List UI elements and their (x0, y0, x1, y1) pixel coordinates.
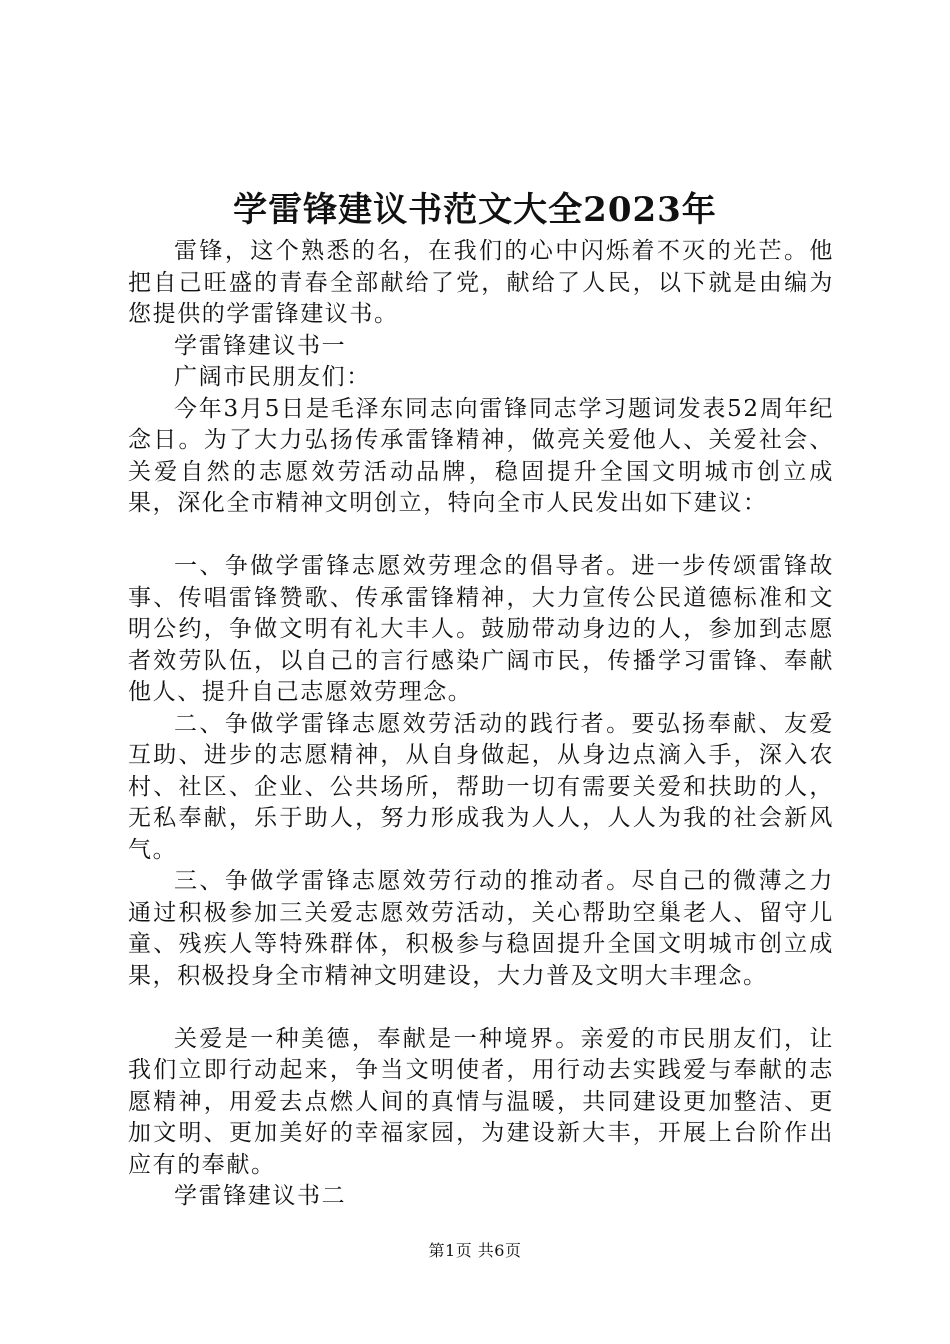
paragraph-proposal-three: 三、争做学雷锋志愿效劳行动的推动者。尽自己的微薄之力通过积极参加三关爱志愿效劳活动，关心帮助空巢老人、留守儿童、残疾人等特殊群体，积极参与稳固提升全国文明城市创立成果，积极投身全市精神文明建设，大力普及文明大丰理念。 (128, 868, 834, 989)
document-title: 学雷锋建议书范文大全2023年 (233, 190, 717, 230)
paragraph-proposal-one: 一、争做学雷锋志愿效劳理念的倡导者。进一步传颂雷锋故事、传唱雷锋赞歌、传承雷锋精神，大力宣传公民道德标准和文明公约，争做文明有礼大丰人。鼓励带动身边的人，参加到志愿者效劳队伍，以自己的言行感染广阔市民，传播学习雷锋、奉献他人、提升自己志愿效劳理念。 (128, 553, 834, 705)
paragraph-closing: 关爱是一种美德，奉献是一种境界。亲爱的市民朋友们，让我们立即行动起来，争当文明使者，用行动去实践爱与奉献的志愿精神，用爱去点燃人间的真情与温暖，共同建设更加整洁、更加文明、更加美好的幸福家园，为建设新大丰，开展上台阶作出应有的奉献。 (128, 1025, 834, 1178)
paragraph-proposal-two: 二、争做学雷锋志愿效劳活动的践行者。要弘扬奉献、友爱互助、进步的志愿精神，从自身做起，从身边点滴入手，深入农村、社区、企业、公共场所，帮助一切有需要关爱和扶助的人，无私奉献，乐于助人，努力形成我为人人，人人为我的社会新风气。 (128, 710, 834, 863)
paragraph-spacer (128, 992, 834, 1024)
section-heading-two: 学雷锋建议书二 (174, 1183, 347, 1209)
section-heading-one: 学雷锋建议书一 (174, 332, 347, 359)
paragraph-anniversary: 今年3月5日是毛泽东同志向雷锋同志学习题词发表52周年纪念日。为了大力弘扬传承雷锋精神，做亮关爱他人、关爱社会、关爱自然的志愿效劳活动品牌，稳固提升全国文明城市创立成果，深化全市精神文明创立，特向全市人民发出如下建议： (128, 395, 834, 516)
salutation: 广阔市民朋友们： (174, 364, 371, 390)
paragraph-spacer (128, 520, 834, 552)
page-number-footer: 第1页 共6页 (428, 1241, 522, 1260)
document-body (128, 236, 834, 1213)
intro-paragraph: 雷锋，这个熟悉的名，在我们的心中闪烁着不灭的光芒。他把自己旺盛的青春全部献给了党，献给了人民，以下就是由编为您提供的学雷锋建议书。 (128, 238, 834, 327)
